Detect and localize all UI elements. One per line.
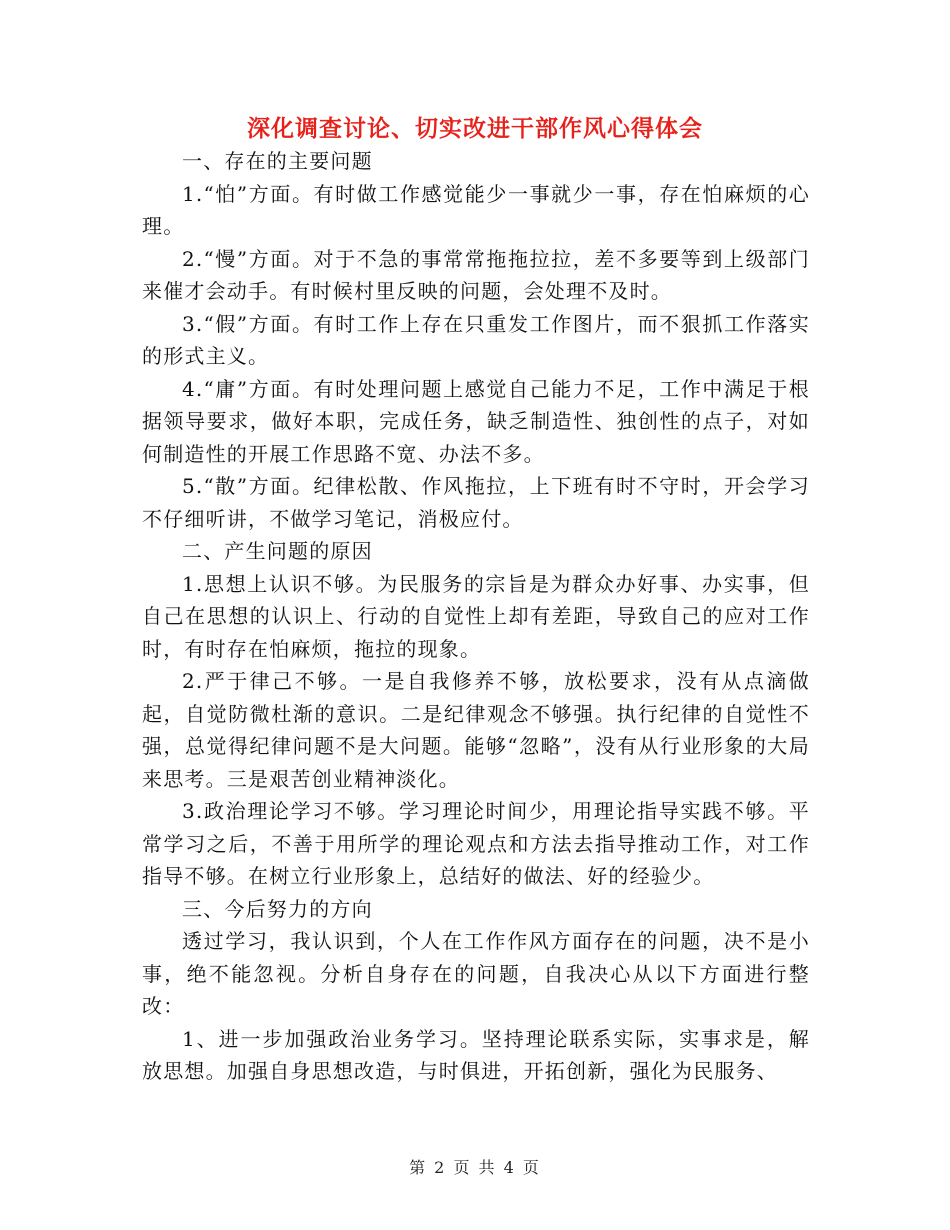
section-heading-problems: 一、存在的主要问题 [182, 149, 373, 173]
section-heading-causes: 二、产生问题的原因 [182, 539, 373, 563]
paragraph: 1.“怕”方面。有时做工作感觉能少一事就少一事，存在怕麻烦的心理。 [142, 181, 810, 238]
paragraph: 1、进一步加强政治业务学习。坚持理论联系实际，实事求是，解放思想。加强自身思想改造，与时俱进，开拓创新，强化为民服务、 [142, 1026, 810, 1083]
paragraph: 3.“假”方面。有时工作上存在只重发工作图片，而不狠抓工作落实的形式主义。 [142, 311, 810, 368]
document-title: 深化调查讨论、切实改进干部作风心得体会 [247, 115, 703, 142]
paragraph: 2.严于律己不够。一是自我修养不够，放松要求，没有从点滴做起，自觉防微杜渐的意识。二是纪律观念不够强。执行纪律的自觉性不强，总觉得纪律问题不是大问题。能够“忽略”，没有从行业形象的大局来思考。三是艰苦创业精神淡化。 [142, 669, 810, 791]
section-heading-direction: 三、今后努力的方向 [182, 896, 373, 921]
paragraph: 1.思想上认识不够。为民服务的宗旨是为群众办好事、办实事，但自己在思想的认识上、行动的自觉性上却有差距，导致自己的应对工作时，有时存在怕麻烦，拖拉的现象。 [142, 571, 810, 661]
document-body [142, 145, 810, 1088]
paragraph: 透过学习，我认识到，个人在工作作风方面存在的问题，决不是小事，绝不能忽视。分析自身存在的问题，自我决心从以下方面进行整改： [142, 929, 810, 1018]
paragraph: 5.“散”方面。纪律松散、作风拖拉，上下班有时不守时，开会学习不仔细听讲，不做学习笔记，消极应付。 [142, 474, 810, 531]
page-number-footer: 第 2 页 共 4 页 [409, 1158, 541, 1177]
paragraph: 4.“庸”方面。有时处理问题上感觉自己能力不足，工作中满足于根据领导要求，做好本职，完成任务，缺乏制造性、独创性的点子，对如何制造性的开展工作思路不宽、办法不多。 [142, 376, 810, 466]
paragraph: 2.“慢”方面。对于不急的事常常拖拖拉拉，差不多要等到上级部门来催才会动手。有时候村里反映的问题，会处理不及时。 [142, 246, 810, 303]
paragraph: 3.政治理论学习不够。学习理论时间少，用理论指导实践不够。平常学习之后，不善于用所学的理论观点和方法去指导推动工作，对工作指导不够。在树立行业形象上，总结好的做法、好的经验少。 [142, 799, 810, 888]
